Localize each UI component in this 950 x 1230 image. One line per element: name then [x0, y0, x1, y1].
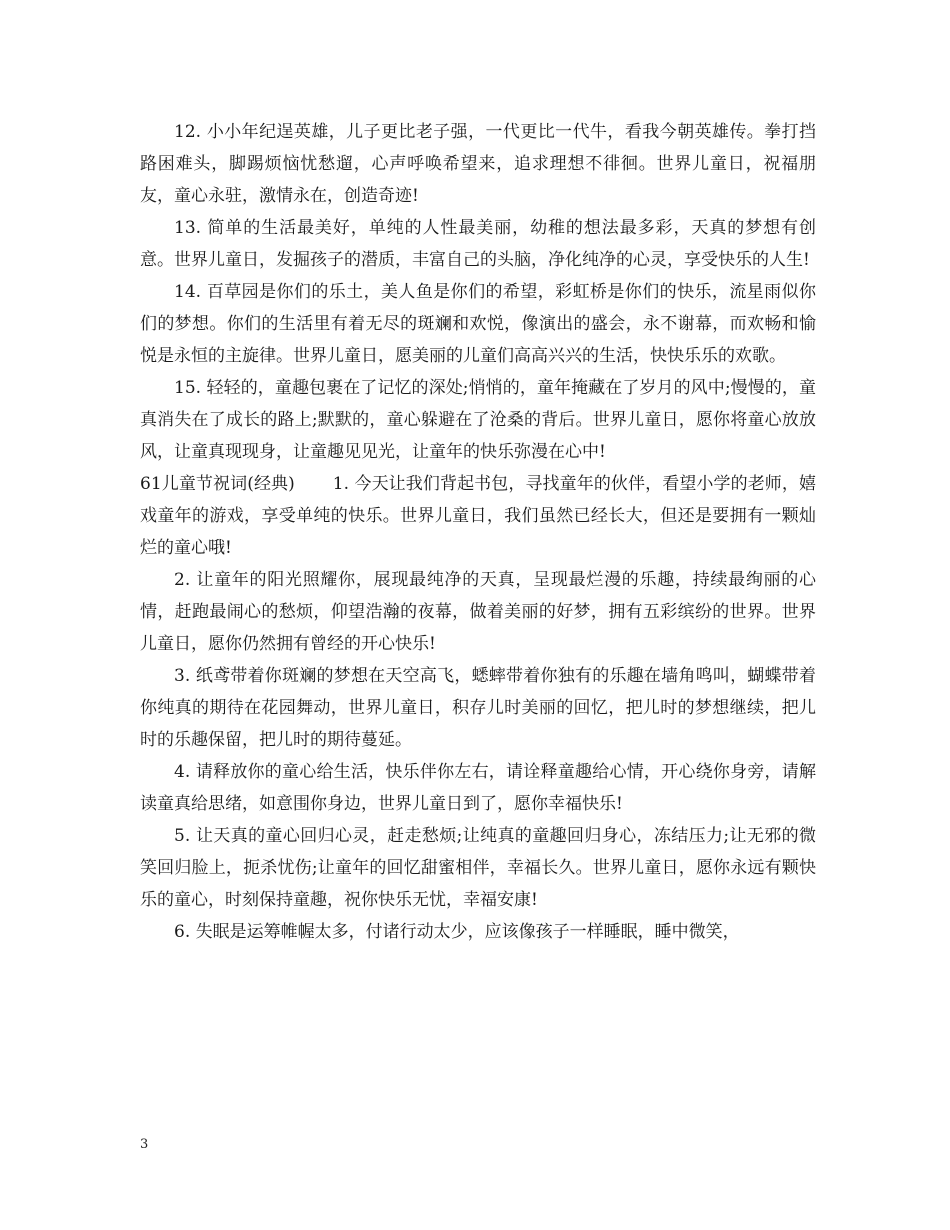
- section-heading-paragraph: [140, 468, 816, 564]
- paragraph-14: 14. 百草园是你们的乐土，美人鱼是你们的希望，彩虹桥是你们的快乐，流星雨似你们的梦想。你们的生活里有着无尽的斑斓和欢悦，像演出的盛会，永不谢幕，而欢畅和愉悦是永恒的主旋律。世界儿童日，愿美丽的儿童们高高兴兴的生活，快快乐乐的欢歌。: [140, 282, 816, 366]
- paragraph-15: 15. 轻轻的，童趣包裹在了记忆的深处;悄悄的，童年掩藏在了岁月的风中;慢慢的，童真消失在了成长的路上;默默的，童心躲避在了沧桑的背后。世界儿童日，愿你将童心放放风，让童真现现身，让童趣见见光，让童年的快乐弥漫在心中!: [140, 378, 816, 462]
- document-body: [140, 116, 816, 948]
- paragraph-13: 13. 简单的生活最美好，单纯的人性最美丽，幼稚的想法最多彩，天真的梦想有创意。世界儿童日，发掘孩子的潜质，丰富自己的头脑，净化纯净的心灵，享受快乐的人生!: [140, 218, 816, 270]
- paragraph-12: 12. 小小年纪逞英雄，儿子更比老子强，一代更比一代牛，看我今朝英雄传。拳打挡路困难头，脚踢烦恼忧愁遛，心声呼唤希望来，追求理想不徘徊。世界儿童日，祝福朋友，童心永驻，激情永在，创造奇迹!: [140, 122, 816, 206]
- section-paragraph-5: 5. 让天真的童心回归心灵，赶走愁烦;让纯真的童趣回归身心，冻结压力;让无邪的微笑回归脸上，扼杀忧伤;让童年的回忆甜蜜相伴，幸福长久。世界儿童日，愿你永远有颗快乐的童心，时刻保持童趣，祝你快乐无忧，幸福安康!: [140, 826, 816, 910]
- section-paragraph-3: 3. 纸鸢带着你斑斓的梦想在天空高飞，蟋蟀带着你独有的乐趣在墙角鸣叫，蝴蝶带着你纯真的期待在花园舞动，世界儿童日，积存儿时美丽的回忆，把儿时的梦想继续，把儿时的乐趣保留，把儿时的期待蔓延。: [140, 666, 816, 750]
- section-paragraph-1: 1. 今天让我们背起书包，寻找童年的伙伴，看望小学的老师，嬉戏童年的游戏，享受单纯的快乐。世界儿童日，我们虽然已经长大，但还是要拥有一颗灿烂的童心哦!: [140, 474, 816, 558]
- section-heading: 61儿童节祝词(经典): [140, 474, 295, 494]
- section-paragraph-6: 6. 失眠是运筹帷幄太多，付诸行动太少，应该像孩子一样睡眠，睡中微笑，: [174, 922, 740, 942]
- page-number: 3: [140, 1137, 149, 1152]
- section-paragraph-2: 2. 让童年的阳光照耀你，展现最纯净的天真，呈现最烂漫的乐趣，持续最绚丽的心情，赶跑最闹心的愁烦，仰望浩瀚的夜幕，做着美丽的好梦，拥有五彩缤纷的世界。世界儿童日，愿你仍然拥有曾经的开心快乐!: [140, 570, 816, 654]
- section-paragraph-4: 4. 请释放你的童心给生活，快乐伴你左右，请诠释童趣给心情，开心绕你身旁，请解读童真给思绪，如意围你身边，世界儿童日到了，愿你幸福快乐!: [140, 762, 816, 814]
